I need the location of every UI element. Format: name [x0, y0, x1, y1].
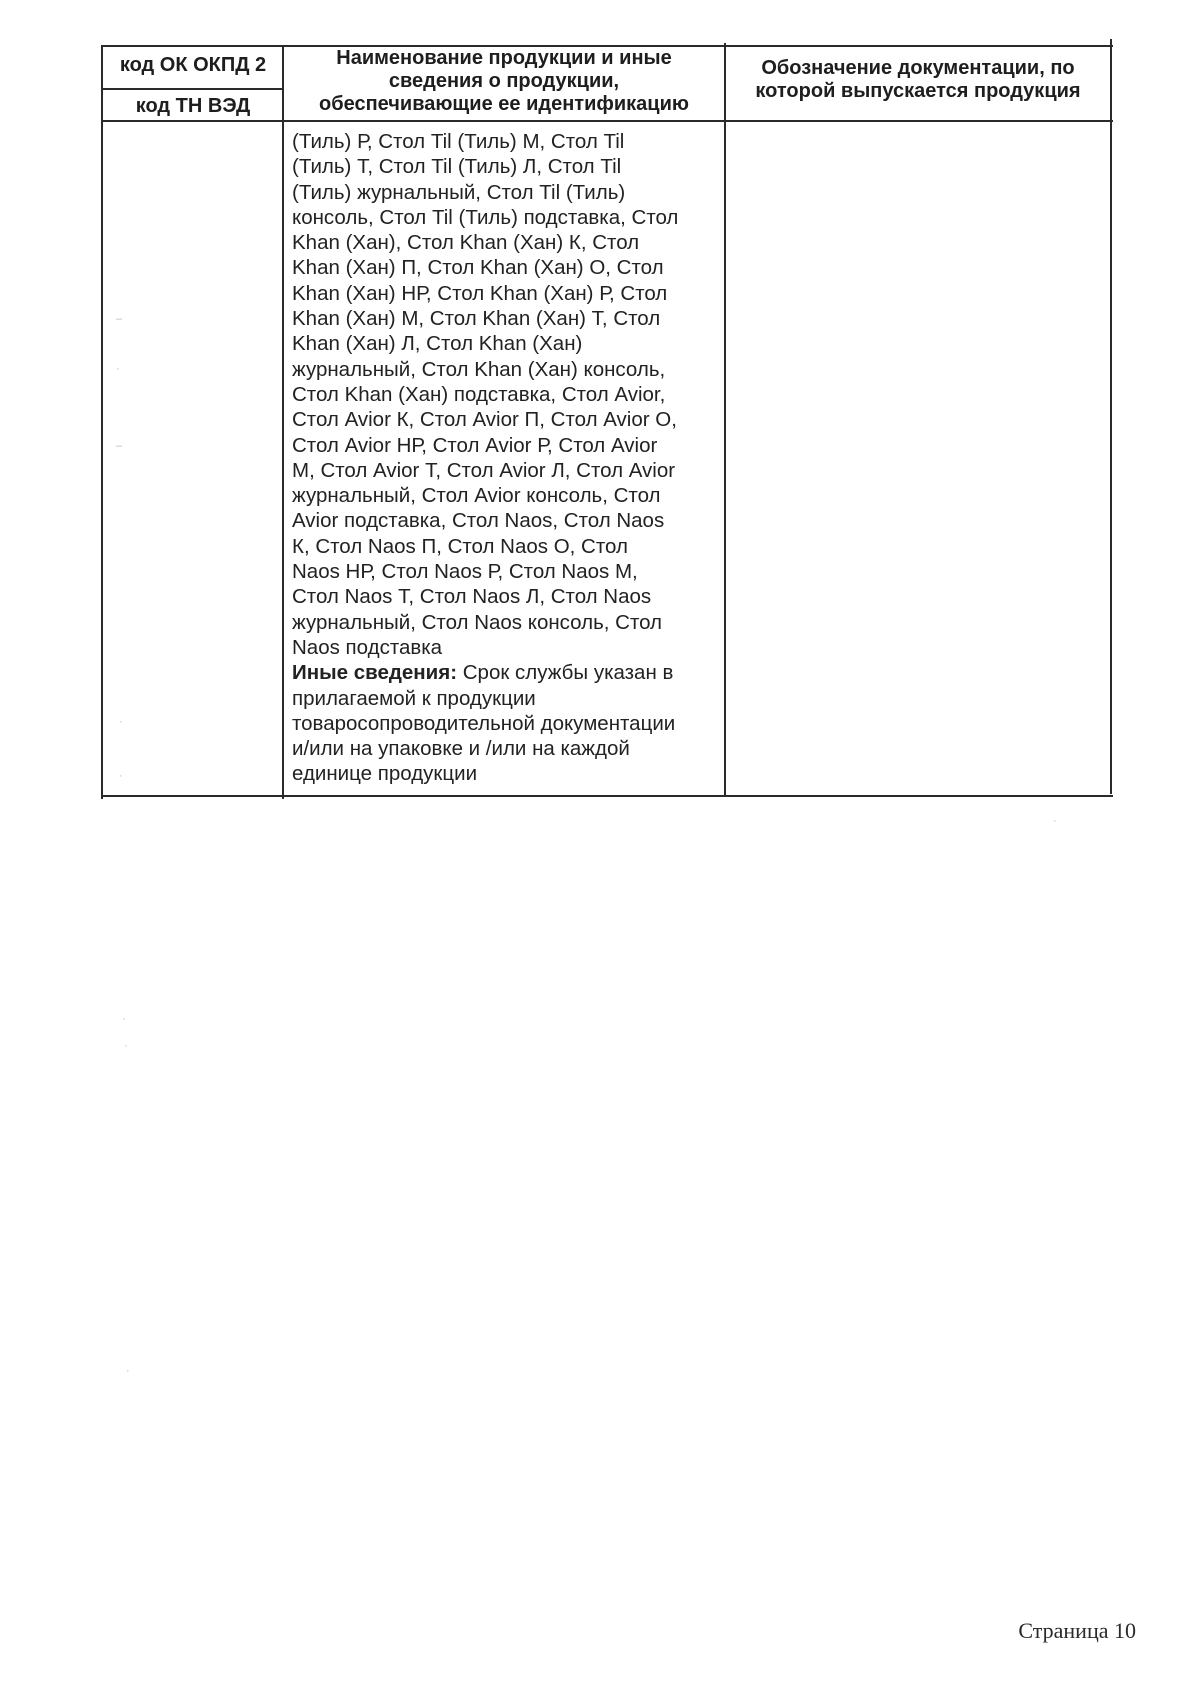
other-info-line — [292, 660, 722, 685]
scan-mark: · — [119, 716, 123, 728]
product-description-cell — [292, 129, 722, 787]
product-line: Стол Khan (Хан) подставка, Стол Avior, — [292, 382, 666, 406]
product-line: (Тиль) Р, Стол Til (Тиль) М, Стол Til — [292, 130, 625, 153]
other-info-line: прилагаемой к продукции — [292, 686, 536, 710]
product-line: Khan (Хан) Л, Стол Khan (Хан) — [292, 332, 583, 356]
table-right-border — [1110, 39, 1112, 794]
product-line: журнальный, Стол Naos консоль, Стол — [292, 610, 663, 634]
product-line: Khan (Хан) П, Стол Khan (Хан) О, Стол — [292, 256, 664, 280]
other-info-label: Иные сведения: — [292, 661, 458, 685]
page-number: Страница 10 — [1018, 1618, 1136, 1643]
product-line: Стол Avior НР, Стол Avior Р, Стол Avior — [292, 433, 658, 457]
header-product-name-line: обеспечивающие ее идентификацию — [319, 93, 689, 115]
header-documentation-line: Обозначение документации, по — [761, 57, 1075, 79]
product-line: М, Стол Avior Т, Стол Avior Л, Стол Avior — [292, 458, 676, 482]
product-line: (Тиль) Т, Стол Til (Тиль) Л, Стол Til — [292, 155, 622, 179]
product-line: Khan (Хан) НР, Стол Khan (Хан) Р, Стол — [292, 281, 668, 305]
header-documentation — [727, 57, 1109, 103]
table-left-border — [101, 45, 103, 799]
product-line: консоль, Стол Til (Тиль) подставка, Стол — [292, 205, 679, 229]
scan-mark: · — [122, 1013, 126, 1025]
product-table — [101, 39, 1113, 799]
table-col1-divider — [282, 45, 284, 799]
header-product-name-line: сведения о продукции, — [388, 70, 620, 92]
other-info-text: Срок службы указан в — [457, 661, 674, 685]
product-line: Стол Naos Т, Стол Naos Л, Стол Naos — [292, 585, 652, 609]
header-bottom-border — [101, 120, 1113, 122]
scan-mark: · — [126, 1365, 130, 1377]
product-line: Стол Avior К, Стол Avior П, Стол Avior О, — [292, 408, 677, 432]
product-line: Naos подставка — [292, 635, 443, 659]
other-info-line: товаросопроводительной документации — [292, 711, 676, 735]
table-col2-divider — [724, 43, 726, 797]
scan-mark: · — [119, 770, 123, 782]
product-line: Khan (Хан) М, Стол Khan (Хан) Т, Стол — [292, 307, 661, 331]
product-line: журнальный, Стол Khan (Хан) консоль, — [292, 357, 666, 381]
product-line: Naos НР, Стол Naos Р, Стол Naos М, — [292, 560, 638, 584]
header-product-name-line: Наименование продукции и иные — [336, 47, 672, 69]
scan-mark: · — [116, 363, 120, 375]
scan-mark: · — [1053, 815, 1057, 827]
scan-mark: – — [116, 313, 123, 325]
product-line: (Тиль) журнальный, Стол Til (Тиль) — [292, 180, 626, 204]
other-info-line: и/или на упаковке и /или на каждой — [292, 737, 630, 761]
header-product-name — [285, 47, 723, 116]
product-line: Avior подставка, Стол Naos, Стол Naos — [292, 509, 665, 533]
header-documentation-line: которой выпускается продукция — [755, 80, 1081, 102]
code-cell-divider — [101, 88, 283, 90]
scan-mark: – — [116, 440, 123, 452]
header-okpd2-code: код ОК ОКПД 2 — [119, 54, 267, 76]
product-line: К, Стол Naos П, Стол Naos О, Стол — [292, 534, 628, 558]
header-tn-ved-code: код ТН ВЭД — [135, 95, 251, 117]
product-line: Khan (Хан), Стол Khan (Хан) К, Стол — [292, 231, 640, 255]
other-info-line: единице продукции — [292, 762, 478, 786]
scan-mark: · — [124, 1040, 128, 1052]
product-line: журнальный, Стол Avior консоль, Стол — [292, 484, 661, 508]
table-bottom-border — [101, 795, 1113, 797]
